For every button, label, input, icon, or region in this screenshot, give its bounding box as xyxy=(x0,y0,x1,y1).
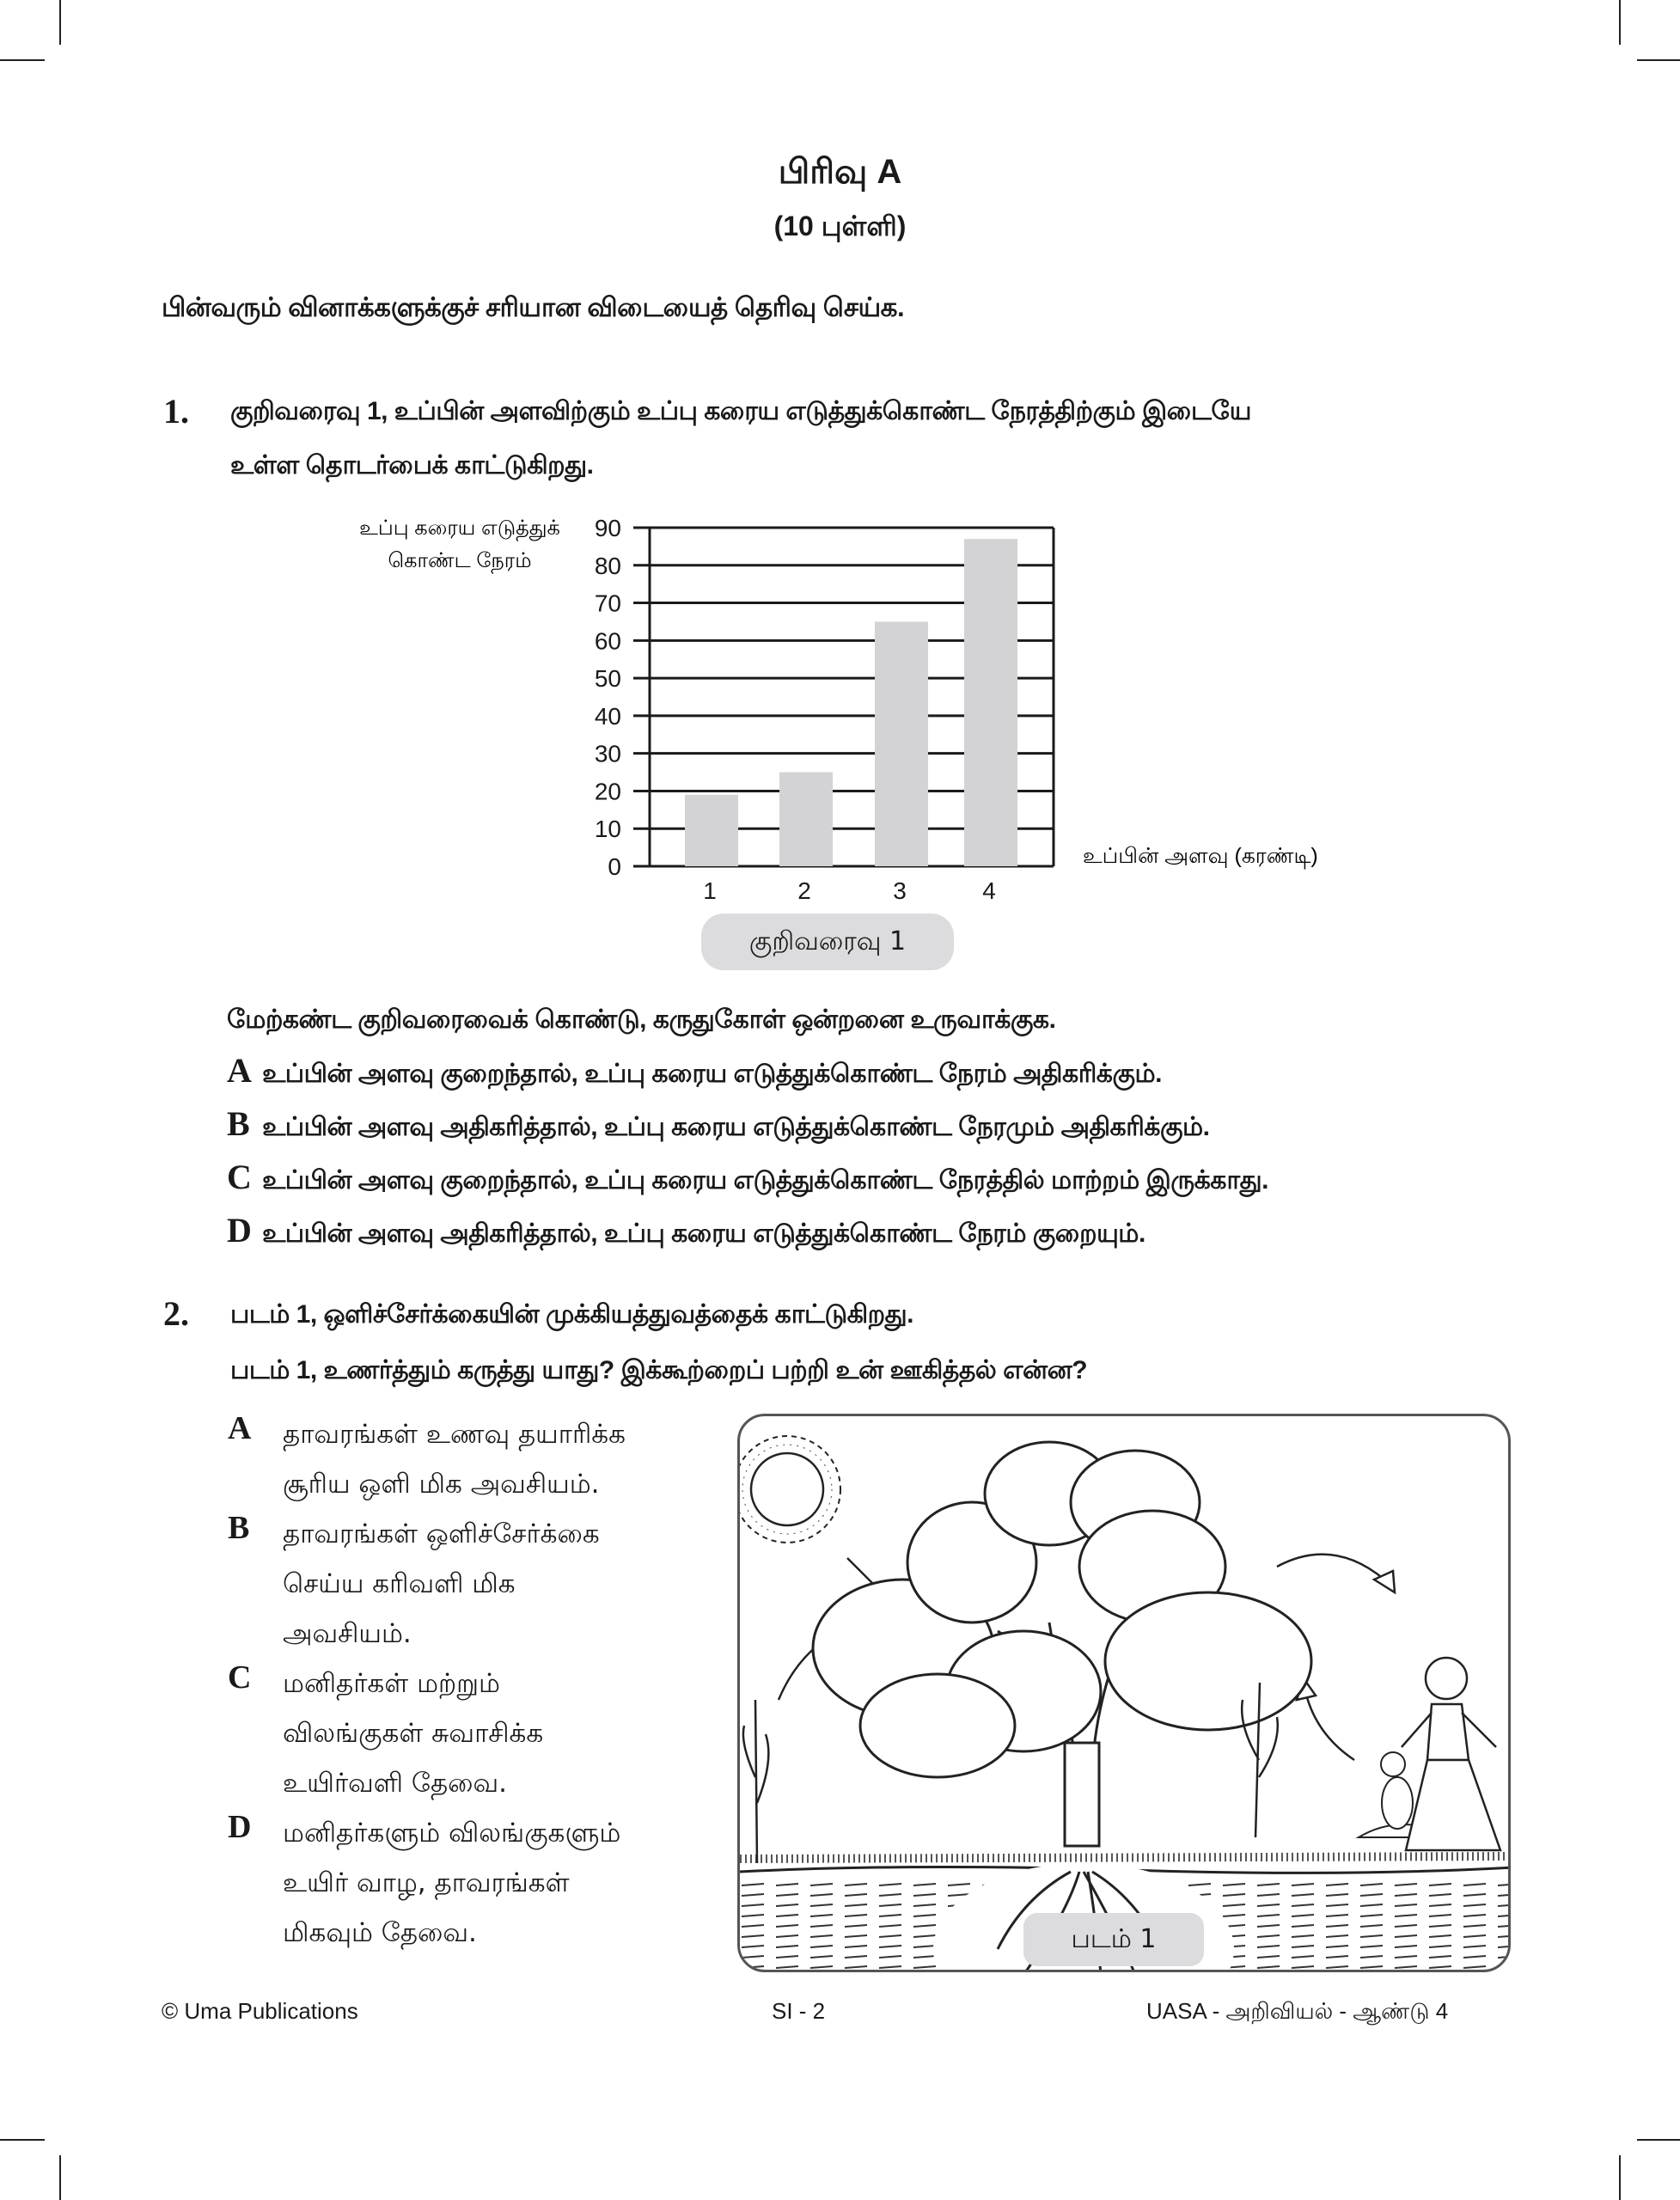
y-tick-label: 80 xyxy=(594,552,621,579)
question-1-options xyxy=(227,1050,1268,1263)
option-text-line: விலங்குகள் சுவாசிக்க xyxy=(283,1718,544,1749)
y-tick-label: 0 xyxy=(608,853,621,880)
crop-mark xyxy=(0,2139,45,2141)
y-axis-label-line2: கொண்ட நேரம் xyxy=(388,549,532,572)
crop-mark xyxy=(1619,2155,1621,2200)
question-2-options xyxy=(228,1409,726,1958)
option-letter: A xyxy=(228,1410,252,1446)
y-tick-label: 10 xyxy=(594,816,621,843)
x-tick-label: 3 xyxy=(893,877,907,904)
option-text: உப்பின் அளவு அதிகரித்தால், உப்பு கரைய எடுத்துக்கொண்ட நேரம் குறையும். xyxy=(262,1219,1145,1248)
option-text-line: மனிதர்களும் விலங்குகளும் xyxy=(283,1818,621,1849)
question-1-text-line2: உள்ள தொடர்பைக் காட்டுகிறது. xyxy=(230,451,594,480)
crop-mark xyxy=(59,2155,61,2200)
bar xyxy=(779,773,833,866)
option-text-line: செய்ய கரிவளி மிக xyxy=(283,1568,516,1599)
x-tick-label: 4 xyxy=(982,877,996,904)
option-d[interactable] xyxy=(228,1808,726,1958)
y-tick-label: 90 xyxy=(594,515,621,541)
crop-mark xyxy=(1637,59,1680,61)
option-text-line: உயிர்வளி தேவை. xyxy=(283,1768,507,1799)
option-d[interactable] xyxy=(227,1210,1268,1263)
figure-caption: படம் 1 xyxy=(1023,1913,1204,1966)
option-text-line: அவசியம். xyxy=(283,1618,412,1649)
x-tick-label: 1 xyxy=(703,877,717,904)
option-letter: D xyxy=(228,1809,252,1845)
bar-chart xyxy=(284,498,1418,980)
option-text: உப்பின் அளவு குறைந்தால், உப்பு கரைய எடுத்துக்கொண்ட நேரத்தில் மாற்றம் இருக்காது. xyxy=(262,1166,1268,1195)
option-text-line: தாவரங்கள் உணவு தயாரிக்க xyxy=(283,1419,626,1450)
option-text: உப்பின் அளவு அதிகரித்தால், உப்பு கரைய எடுத்துக்கொண்ட நேரமும் அதிகரிக்கும். xyxy=(262,1113,1210,1141)
y-tick-label: 40 xyxy=(594,702,621,730)
footer-series: UASA - அறிவியல் - ஆண்டு 4 xyxy=(1146,1998,1449,2024)
breath-arrow-icon xyxy=(1297,1678,1354,1760)
sun-icon xyxy=(740,1436,840,1543)
x-axis-label: உப்பின் அளவு (கரண்டி) xyxy=(1083,844,1318,868)
option-text-line: சூரிய ஒளி மிக அவசியம். xyxy=(283,1469,600,1500)
girl-icon xyxy=(1402,1658,1500,1850)
option-text-line: உயிர் வாழ, தாவரங்கள் xyxy=(283,1867,570,1898)
bar xyxy=(964,539,1017,866)
option-text-line: தாவரங்கள் ஒளிச்சேர்க்கை xyxy=(283,1519,600,1549)
x-tick-label: 2 xyxy=(797,877,811,904)
option-a[interactable] xyxy=(227,1050,1268,1103)
option-letter: C xyxy=(228,1659,252,1696)
option-letter: A xyxy=(227,1051,252,1090)
section-marks: (10 புள்ளி) xyxy=(773,211,907,241)
crop-mark xyxy=(59,0,61,45)
y-tick-label: 30 xyxy=(594,740,621,767)
crop-mark xyxy=(1637,2139,1680,2141)
y-axis-label-line1: உப்பு கரைய எடுத்துக் xyxy=(359,516,560,540)
tree-icon xyxy=(813,1442,1311,1846)
question-1-text-line1: குறிவரைவு 1, உப்பின் அளவிற்கும் உப்பு கரைய எடுத்துக்கொண்ட நேரத்திற்கும் இடையே xyxy=(230,397,1251,425)
option-text-line: மனிதர்கள் மற்றும் xyxy=(283,1668,500,1699)
bar xyxy=(685,795,738,866)
question-2-number: 2. xyxy=(163,1294,189,1333)
option-c[interactable] xyxy=(228,1659,726,1808)
question-2-text-line1: படம் 1, ஒளிச்சேர்க்கையின் முக்கியத்துவத்தைக் காட்டுகிறது. xyxy=(230,1300,913,1329)
section-title: பிரிவு A xyxy=(778,153,902,191)
oxygen-arrow-icon xyxy=(1277,1555,1395,1592)
option-letter: B xyxy=(228,1510,250,1546)
y-tick-label: 50 xyxy=(594,665,621,693)
question-2-text-line2: படம் 1, உணர்த்தும் கருத்து யாது? இக்கூற்றைப் பற்றி உன் ஊகித்தல் என்ன? xyxy=(230,1356,1088,1384)
option-a[interactable] xyxy=(228,1409,726,1509)
chart-caption: குறிவரைவு 1 xyxy=(701,914,954,970)
option-text-line: மிகவும் தேவை. xyxy=(283,1917,477,1948)
option-c[interactable] xyxy=(227,1157,1268,1210)
option-letter: D xyxy=(227,1211,252,1250)
illustration xyxy=(740,1416,1511,1972)
option-letter: C xyxy=(227,1158,252,1196)
option-letter: B xyxy=(227,1104,250,1143)
instruction-text: பின்வரும் வினாக்களுக்குச் சரியான விடையைத் தெரிவு செய்க. xyxy=(162,292,905,322)
photosynthesis-figure xyxy=(737,1414,1511,1972)
footer-page-number: SI - 2 xyxy=(772,1998,826,2024)
y-tick-label: 20 xyxy=(594,778,621,805)
question-1-prompt: மேற்கண்ட குறிவரைவைக் கொண்டு, கருதுகோள் ஒன்றனை உருவாக்குக. xyxy=(227,1005,1056,1034)
option-text: உப்பின் அளவு குறைந்தால், உப்பு கரைய எடுத்துக்கொண்ட நேரம் அதிகரிக்கும். xyxy=(262,1060,1162,1088)
bar xyxy=(875,621,928,866)
crop-mark xyxy=(1619,0,1621,45)
y-tick-label: 60 xyxy=(594,627,621,655)
y-tick-label: 70 xyxy=(594,590,621,617)
footer-publisher: © Uma Publications xyxy=(162,1998,358,2024)
question-1-number: 1. xyxy=(163,392,189,431)
crop-mark xyxy=(0,59,45,61)
option-b[interactable] xyxy=(227,1103,1268,1157)
option-b[interactable] xyxy=(228,1509,726,1659)
